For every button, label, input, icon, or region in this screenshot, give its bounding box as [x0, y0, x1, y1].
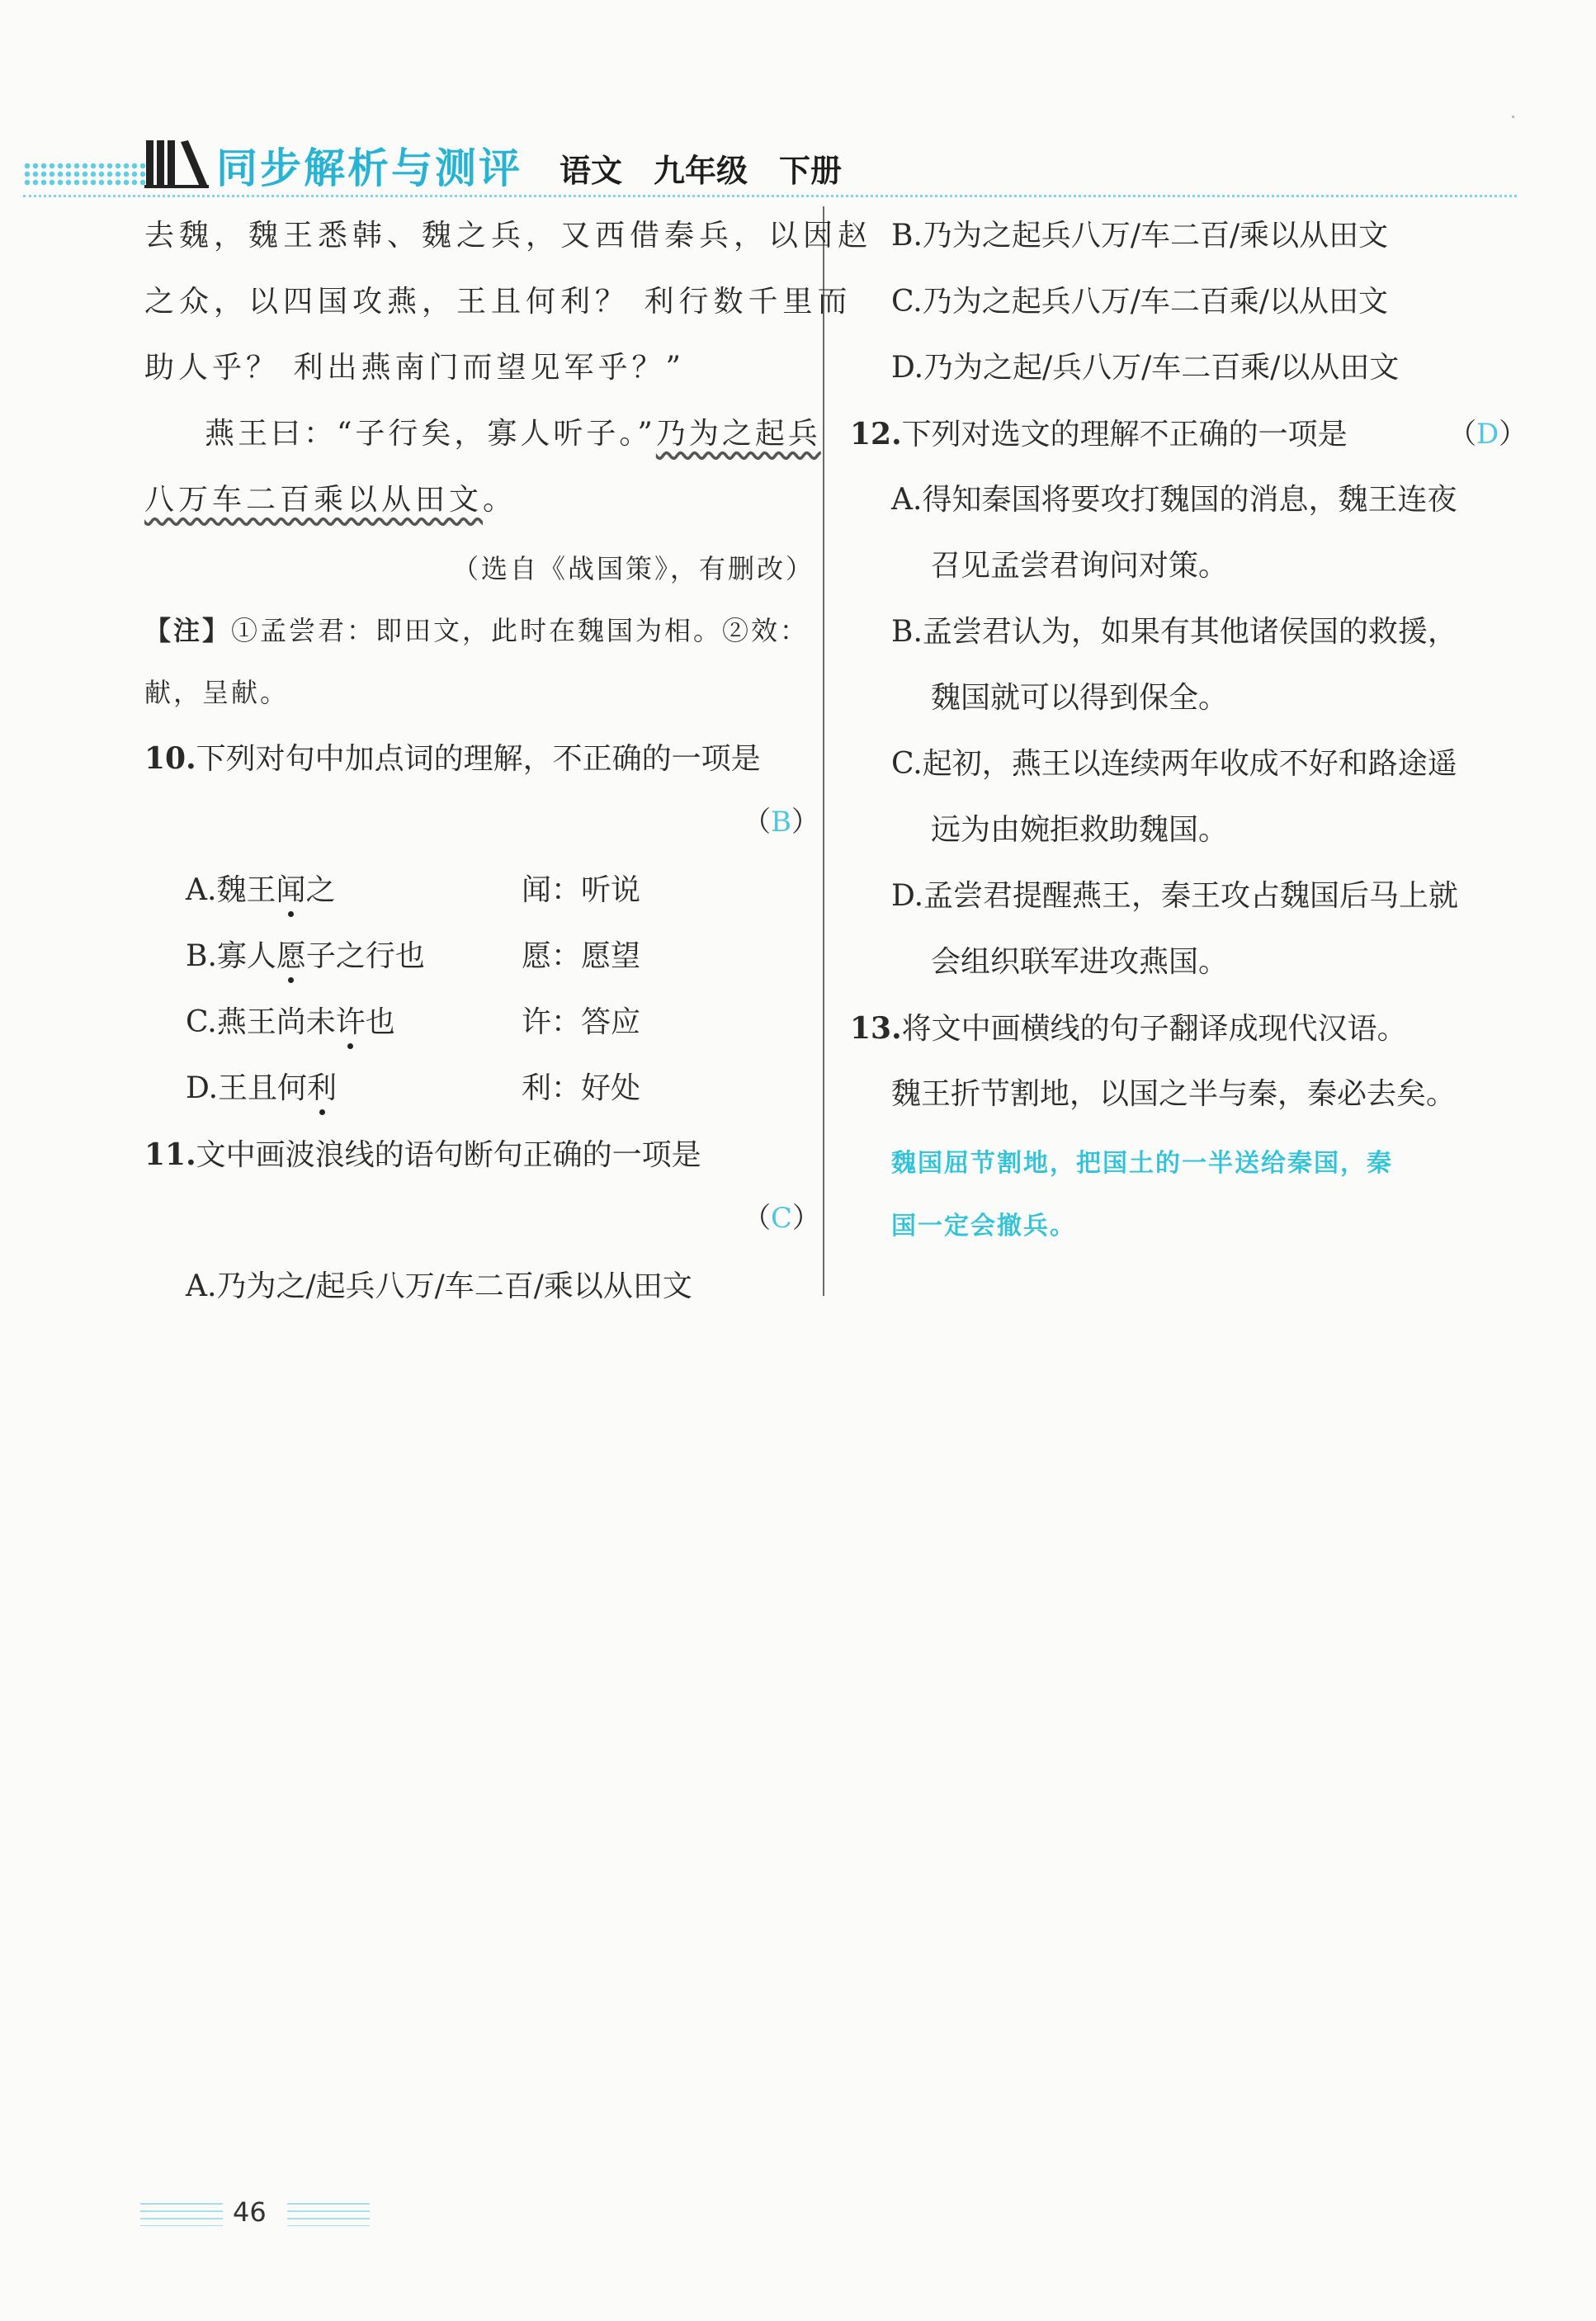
question-text: 下列对选文的理解不正确的一项是	[901, 418, 1348, 451]
question-12-stem	[850, 414, 1348, 455]
handwritten-answer: 国一定会撤兵。	[891, 1212, 1076, 1241]
answer-letter: B	[771, 806, 791, 839]
option: A.魏王闻之	[186, 873, 336, 907]
passage-line: 之众，以四国攻燕，王且何利？ 利行数千里而	[144, 285, 852, 319]
passage-line	[205, 414, 821, 454]
header-divider	[23, 195, 1517, 197]
dotted-word: 愿	[276, 939, 306, 973]
option-gloss: 愿：愿望	[522, 939, 641, 973]
header-dot-pattern	[23, 162, 147, 187]
question-11-stem	[144, 1135, 701, 1175]
dotted-word: 闻	[276, 873, 306, 907]
wavy-underlined-text: 八万车二百乘以从田文	[144, 483, 484, 517]
page-header	[0, 124, 1596, 206]
question-number: 10.	[144, 741, 196, 776]
option: D.王且何利	[186, 1071, 338, 1105]
answer-letter: C	[771, 1202, 793, 1235]
option-gloss: 闻：听说	[522, 873, 641, 907]
question-number: 12.	[850, 417, 902, 451]
question-10-answer: （B）	[743, 806, 819, 839]
option: B.孟尝君认为，如果有其他诸侯国的救援，	[891, 615, 1457, 649]
question-number: 13.	[850, 1011, 902, 1046]
option-continued: 召见孟尝君询问对策。	[931, 549, 1229, 583]
option: D.乃为之起/兵八万/车二百乘/以从田文	[891, 351, 1400, 385]
question-text: 下列对句中加点词的理解，不正确的一项是	[196, 742, 761, 776]
answer-letter: D	[1476, 418, 1499, 451]
option: D.孟尝君提醒燕王，秦王攻占魏国后马上就	[891, 879, 1459, 913]
question-11-answer: （C）	[743, 1202, 821, 1235]
dotted-word: 许	[335, 1005, 366, 1039]
option: C.燕王尚未许也	[186, 1005, 395, 1039]
question-13-stem	[850, 1009, 1407, 1049]
question-text: 将文中画横线的句子翻译成现代汉语。	[901, 1012, 1407, 1046]
option: A.乃为之/起兵八万/车二百/乘以从田文	[186, 1269, 692, 1303]
option-gloss: 利：好处	[522, 1071, 641, 1105]
footer-decoration	[140, 2203, 223, 2226]
option: B.寡人愿子之行也	[186, 939, 425, 973]
option-gloss: 许：答应	[522, 1005, 641, 1039]
books-logo-icon	[144, 135, 209, 188]
option-continued: 魏国就可以得到保全。	[931, 681, 1229, 715]
option: B.乃为之起兵八万/车二百/乘以从田文	[891, 219, 1389, 253]
option-continued: 会组织联军进攻燕国。	[931, 945, 1229, 979]
option: C.乃为之起兵八万/车二百乘/以从田文	[891, 285, 1388, 319]
wavy-underlined-text: 乃为之起兵	[655, 417, 821, 451]
footnote-tag: 【注】	[144, 615, 232, 646]
dotted-word: 利	[307, 1071, 338, 1105]
question-12-answer: （D）	[1448, 418, 1528, 451]
translation-sentence: 魏王折节割地，以国之半与秦，秦必去矣。	[891, 1077, 1457, 1111]
passage-source: （选自《战国策》，有删改）	[452, 553, 815, 584]
question-number: 11.	[144, 1137, 196, 1172]
option: A.得知秦国将要攻打魏国的消息，魏王连夜	[891, 483, 1457, 517]
passage-line: 助人乎？ 利出燕南门而望见军乎？”	[144, 351, 685, 385]
footnote-line	[144, 611, 809, 650]
book-series-title: 同步解析与测评	[216, 144, 522, 192]
passage-line: 去魏，魏王悉韩、魏之兵，又西借秦兵，以因赵	[144, 219, 873, 253]
column-divider	[823, 206, 824, 1296]
page-footer	[140, 2191, 371, 2241]
question-text: 文中画波浪线的语句断句正确的一项是	[196, 1138, 701, 1172]
footnote-text: ①孟尝君：即田文，此时在魏国为相。②效：	[231, 615, 810, 646]
option: C.起初，燕王以连续两年收成不好和路途遥	[891, 747, 1457, 781]
option-continued: 远为由婉拒救助魏国。	[931, 813, 1229, 847]
passage-text: 。	[483, 483, 517, 517]
page-number: 46	[233, 2196, 267, 2228]
passage-line	[144, 480, 517, 520]
handwritten-answer: 魏国屈节割地，把国土的一半送给秦国，秦	[891, 1149, 1393, 1178]
passage-text: 燕王曰：“子行矣，寡人听子。”	[205, 417, 656, 451]
book-subject-grade: 语文 九年级 下册	[560, 153, 843, 189]
question-10-stem	[144, 739, 761, 779]
footer-decoration	[287, 2203, 370, 2226]
corner-mark	[1512, 116, 1514, 118]
footnote-line: 献，呈献。	[144, 677, 290, 708]
